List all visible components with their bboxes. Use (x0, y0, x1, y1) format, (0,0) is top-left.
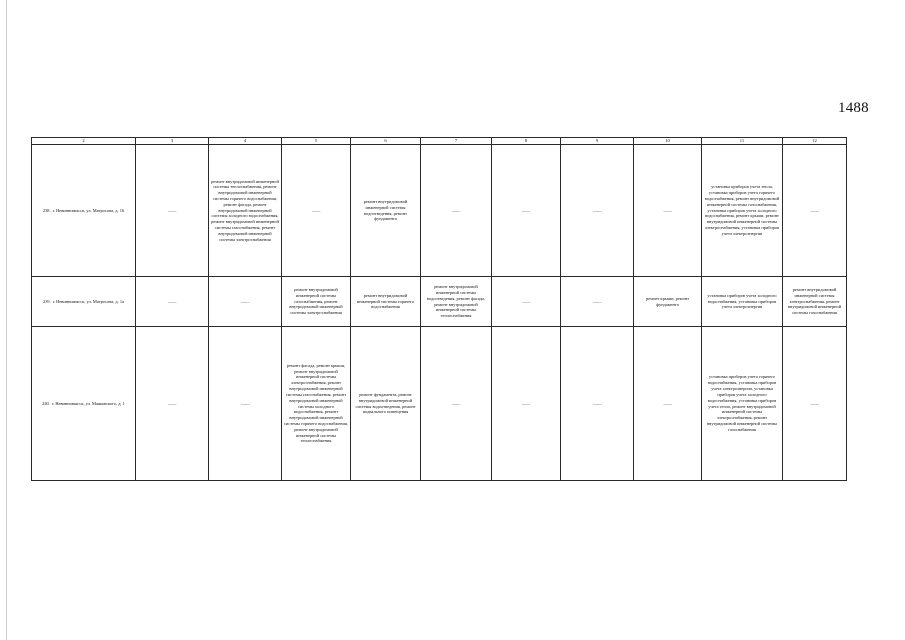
table-cell: установка приборов учета тепла, установка приборов учета горячего водоснабжения, ремонт внутридомовой инженерной системы газоснабжения, установка приборов учета холодного водоснабжения, ремонт крыши, ремонт внутридомовой инженерной системы электроснабжения, установка приборов учета электроэнергии (702, 145, 783, 277)
table-cell: ремонт фундамента, ремонт внутридомовой инженерной системы водоотведения, ремонт подвального помещения (351, 327, 421, 481)
table-cell: —— (561, 145, 634, 277)
table-cell: —— (492, 145, 561, 277)
column-number: 11 (702, 138, 783, 145)
column-number: 3 (136, 138, 209, 145)
table-cell: —— (421, 145, 492, 277)
address-cell (32, 145, 136, 277)
table-cell: —— (136, 327, 209, 481)
scan-edge-line (6, 0, 7, 640)
column-number: 7 (421, 138, 492, 145)
table-cell: —— (209, 327, 282, 481)
table-cell: —— (561, 277, 634, 327)
column-number: 10 (634, 138, 702, 145)
row-number: 239. (43, 298, 51, 304)
table-cell: —— (492, 277, 561, 327)
table-cell: ремонт внутридомовой инженерной системы газоснабжения, ремонт внутридомовой инженерной системы электроснабжения (282, 277, 351, 327)
column-number: 5 (282, 138, 351, 145)
table-cell: —— (421, 327, 492, 481)
table-cell: ремонт внутридомовой инженерной системы теплоснабжения, ремонт внутридомовой инженерной системы горячего водоснабжения, ремонт фасада, ремонт внутридомовой инженерной системы холодного водоснабжения, ремонт внутридомовой инженерной системы газоснабжения, ремонт внутридомовой инженерной системы электроснабжения (209, 145, 282, 277)
row-number: 240. (42, 400, 50, 406)
table-cell: ремонт внутридомовой инженерной системы электроснабжения, ремонт внутридомовой инженерной системы газоснабжения (783, 277, 847, 327)
table-cell: —— (634, 327, 702, 481)
table-cell: —— (136, 145, 209, 277)
table-cell: —— (492, 327, 561, 481)
column-number: 4 (209, 138, 282, 145)
address-text: г. Невинномысск, ул. Матросова, д. 16 (52, 207, 125, 213)
row-number: 238. (42, 207, 51, 213)
address-cell (32, 277, 136, 327)
repair-schedule-table (31, 137, 847, 481)
table-row (32, 145, 847, 277)
table-cell: ремонт внутридомовой инженерной системы водоотведения, ремонт фасада, ремонт внутридомовой инженерной системы теплоснабжения (421, 277, 492, 327)
table-cell: —— (634, 145, 702, 277)
column-number: 12 (783, 138, 847, 145)
table-cell: —— (136, 277, 209, 327)
table-row (32, 327, 847, 481)
column-number-row (32, 138, 847, 145)
table-cell: ремонт внутридомовой инженерной системы водоотведения, ремонт фундамента (351, 145, 421, 277)
table-cell: ремонт фасада, ремонт крыши, ремонт внутридомовой инженерной системы электроснабжения, ремонт внутридомовой инженерной системы газоснабжения, ремонт внутридомовой инженерной системы холодного водоснабжения, ремонт внутридомовой инженерной системы горячего водоснабжения, ремонт внутридомовой инженерной системы теплоснабжения (282, 327, 351, 481)
table-row (32, 277, 847, 327)
column-number: 9 (561, 138, 634, 145)
table-cell: установка приборов учета холодного водоснабжения, установка приборов учета электроэнергии (702, 277, 783, 327)
column-number: 6 (351, 138, 421, 145)
column-number: 8 (492, 138, 561, 145)
table-cell: ремонт внутридомовой инженерной системы горячего водоснабжения (351, 277, 421, 327)
table-cell: установка приборов учета горячего водоснабжения, установка приборов учета электроэнергии, установка приборов учета холодного водоснабжения, установка приборов учета тепла, ремонт внутридомовой инженерной системы электроснабжения, ремонт внутридомовой инженерной системы газоснабжения (702, 327, 783, 481)
page-number: 1488 (838, 100, 869, 116)
table-cell: —— (282, 145, 351, 277)
address-cell (32, 327, 136, 481)
table-cell: —— (783, 327, 847, 481)
address-text: г. Невинномысск, ул. Маяковского, д. 1 (51, 400, 125, 406)
table-cell: —— (209, 277, 282, 327)
address-text: г. Невинномысск, ул. Матросова, д. 1а (52, 298, 124, 304)
column-number: 2 (32, 138, 136, 145)
table-cell: —— (561, 327, 634, 481)
table-cell: —— (783, 145, 847, 277)
table-cell: ремонт крыши, ремонт фундамента (634, 277, 702, 327)
